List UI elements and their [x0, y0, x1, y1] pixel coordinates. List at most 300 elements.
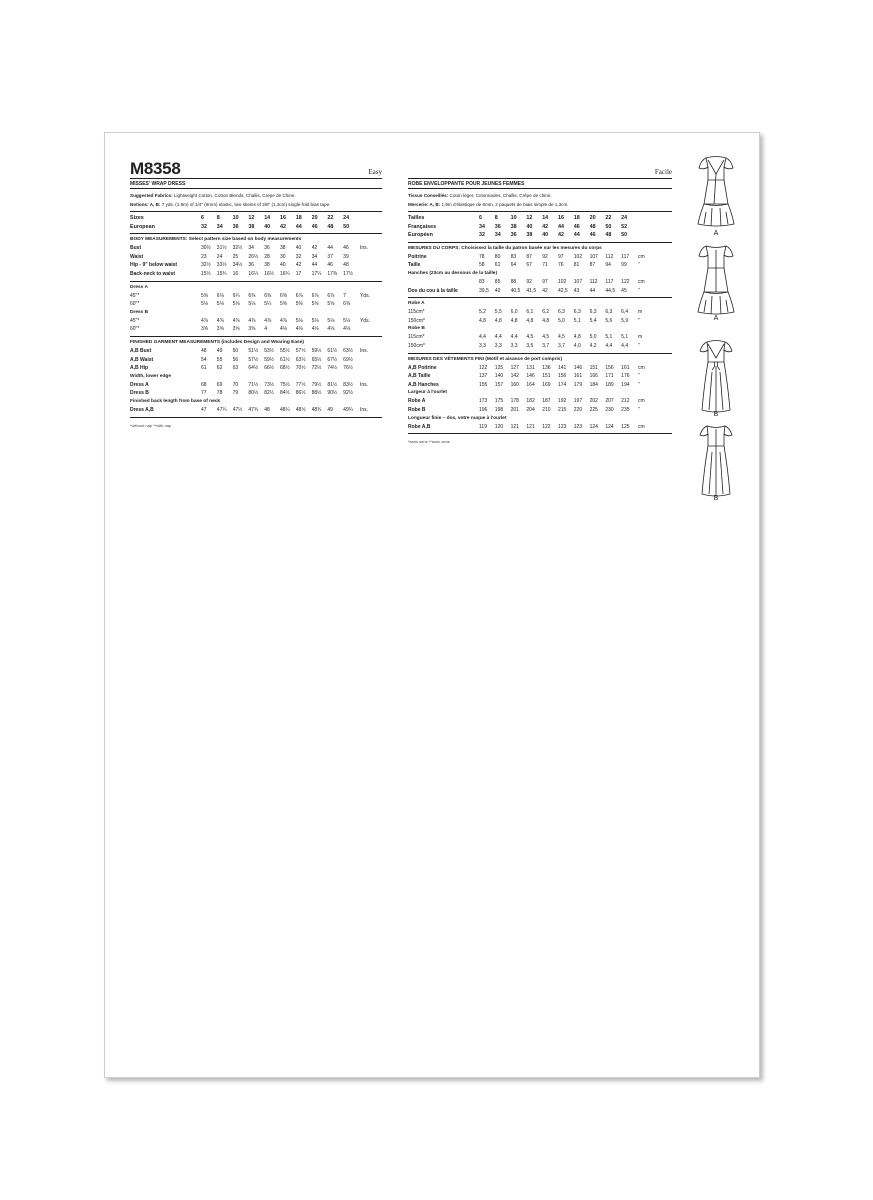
cell-value: 6⅜ — [248, 292, 256, 299]
cell-value: 164 — [526, 381, 535, 388]
cell-value: 196 — [479, 406, 488, 413]
cell-value: 42 — [542, 287, 548, 294]
cell-value: 3,3 — [494, 342, 502, 349]
row-label: 60"* — [130, 301, 140, 308]
cell-value: 47¾ — [248, 406, 259, 413]
cell-value: 4,0 — [573, 342, 581, 349]
cell-value: 15¾ — [216, 270, 227, 277]
cell-value: 20 — [589, 215, 596, 221]
cell-value: 77 — [201, 390, 207, 397]
cell-value: 5⅜ — [295, 301, 303, 308]
row-label: 45"* — [130, 317, 140, 324]
cell-value: 117 — [621, 253, 630, 260]
notions-text: 7 yds. (1.9m) of 1/4" (6mm) elastic, two skeins of 3/8" (1.3cm) single-fold bias tape. — [161, 202, 331, 207]
cell-value: 5,1 — [621, 334, 629, 341]
cell-value: 48¼ — [279, 406, 290, 413]
row-label: 60"* — [130, 326, 140, 333]
measurement-row — [408, 397, 672, 406]
size-table-fr — [408, 212, 672, 243]
cell-value: 42 — [311, 245, 318, 252]
cell-value: 230 — [605, 406, 614, 413]
french-column — [408, 160, 672, 444]
cell-value: 90½ — [327, 390, 338, 397]
cell-value: 46 — [311, 223, 318, 230]
cell-value: 36 — [510, 232, 517, 239]
measurement-row — [408, 364, 672, 373]
cell-value: 6⅞ — [311, 292, 319, 299]
row-label: 115cm* — [408, 334, 425, 341]
cell-value: 46 — [589, 232, 596, 239]
cell-value: 17 — [295, 270, 302, 277]
unit-label: cm — [637, 278, 645, 285]
cell-value: 5,5 — [494, 309, 502, 316]
cell-value: 42 — [279, 223, 286, 230]
cell-value: 171 — [605, 373, 614, 380]
cell-value: 32 — [479, 232, 485, 239]
cell-value: 87 — [526, 253, 532, 260]
body-measurements — [130, 234, 382, 281]
cell-value: 83 — [510, 253, 517, 260]
cell-value: 46 — [327, 262, 333, 269]
robe-b-rows — [408, 333, 672, 350]
width-rows — [130, 381, 382, 398]
cell-value: 178 — [510, 398, 519, 405]
measurement-row — [408, 342, 672, 351]
cell-value: 81 — [573, 262, 580, 269]
cell-value: 169 — [542, 381, 551, 388]
cell-value: 131 — [526, 364, 535, 371]
notions — [130, 200, 382, 209]
cell-value: 122 — [621, 278, 630, 285]
length-rows — [130, 406, 382, 415]
cell-value: 7 — [343, 292, 346, 299]
cell-value: 124 — [589, 423, 598, 430]
cell-value: 50 — [621, 232, 628, 239]
cell-value: 61½ — [327, 347, 338, 354]
cell-value: 146 — [526, 373, 535, 380]
row-label: Robe B — [408, 406, 426, 413]
cell-value: 112 — [589, 278, 598, 285]
cell-value: 6,4 — [621, 309, 629, 316]
body-measurements-heading-fr: MESURES DU CORPS: Choisissez la taille du patron basée sur les mesures du corps — [408, 245, 602, 251]
cell-value: 69½ — [343, 356, 353, 363]
cell-value: 6,3 — [557, 309, 565, 316]
cell-value: 4⅛ — [279, 326, 287, 333]
robe-b-heading: Robe B — [408, 326, 425, 332]
cell-value: 84½ — [279, 390, 290, 397]
cell-value: 70 — [232, 381, 239, 388]
notions-fr — [408, 200, 672, 209]
cell-value: 37 — [327, 253, 333, 260]
cell-value: 4,5 — [557, 334, 565, 341]
row-label: A,B Waist — [130, 356, 154, 363]
cell-value: 42,5 — [557, 287, 568, 294]
cell-value: 15½ — [201, 270, 211, 277]
european-sizes-row-fr — [408, 231, 672, 240]
cell-value: 63 — [232, 365, 239, 372]
cell-value: 47¼ — [216, 406, 227, 413]
row-label: Dress A,B — [130, 406, 154, 413]
cell-value: 5,9 — [621, 317, 629, 324]
cell-value: 5⅛ — [201, 301, 208, 308]
cell-value: 54 — [201, 356, 207, 363]
cell-value: 64½ — [248, 365, 259, 372]
fabrics-text-fr: Coton léger, Cotonnades, Challis, Crêpe de chine. — [449, 193, 552, 198]
fabrics-label-fr: Tissus Conseillés: — [408, 193, 449, 198]
dress-b-back-sketch — [692, 420, 740, 500]
row-label: Bust — [130, 245, 142, 252]
measurement-row — [408, 278, 672, 287]
cell-value: 107 — [589, 253, 598, 260]
unit-label: " — [637, 373, 640, 380]
cell-value: 151 — [542, 373, 551, 380]
cell-value: 119 — [479, 423, 487, 430]
cell-value: 40,5 — [510, 287, 521, 294]
measurement-row — [130, 389, 382, 398]
cell-value: 5⅝ — [327, 301, 335, 308]
finished-heading: FINISHED GARMENT MEASUREMENTS (includes Design and Wearing Ease) — [130, 339, 304, 345]
cell-value: 97 — [542, 278, 548, 285]
cell-value: 173 — [479, 398, 488, 405]
cell-value: 102 — [573, 253, 583, 260]
length-rows-fr — [408, 423, 672, 432]
cell-value: 17½ — [343, 270, 353, 277]
sizes-row — [130, 214, 382, 223]
cell-value: 86½ — [295, 390, 306, 397]
cell-value: 156 — [557, 373, 567, 380]
cell-value: 32 — [295, 253, 302, 260]
cell-value: 4⅞ — [248, 317, 256, 324]
measurement-row — [408, 253, 672, 262]
cell-value: 32½ — [201, 262, 211, 269]
french-sizes-row — [408, 223, 672, 232]
cell-value: 123 — [557, 423, 567, 430]
cell-value: 207 — [605, 398, 614, 405]
measurement-row — [408, 261, 672, 270]
cell-value: 48 — [589, 223, 596, 230]
row-label: A,B Poitrine — [408, 364, 437, 371]
cell-value: 16 — [557, 215, 564, 221]
cell-value: 48 — [327, 223, 334, 230]
cell-value: 4,4 — [621, 342, 629, 349]
cell-value: 79 — [232, 390, 239, 397]
english-column — [130, 160, 382, 428]
cell-value: 59½ — [264, 356, 274, 363]
cell-value: 5,0 — [589, 334, 597, 341]
measurement-row — [408, 287, 672, 296]
cell-value: 39,5 — [479, 287, 489, 294]
cell-value: 187 — [542, 398, 551, 405]
cell-value: 99 — [621, 262, 627, 269]
measurement-row — [408, 308, 672, 317]
unit-label: " — [637, 406, 640, 413]
cell-value: 30½ — [201, 245, 211, 252]
cell-value: 50 — [605, 223, 612, 230]
cell-value: 136 — [542, 364, 551, 371]
dress-a-back-sketch — [692, 240, 740, 320]
dress-a-heading: Dress A — [130, 284, 148, 290]
measurement-row — [130, 406, 382, 415]
cell-value: 38 — [264, 262, 270, 269]
body-measurements-fr — [408, 243, 672, 298]
cell-value: 62 — [216, 365, 223, 372]
cell-value: 5⅛ — [248, 301, 256, 308]
row-label: European — [130, 223, 155, 230]
cell-value: 141 — [557, 364, 567, 371]
cell-value: 43 — [573, 287, 580, 294]
finished-measurements — [130, 337, 382, 418]
cell-value: 88½ — [311, 390, 322, 397]
cell-value: 22 — [605, 215, 612, 221]
cell-value: 4,4 — [479, 334, 486, 341]
unit-label: cm — [637, 423, 645, 430]
cell-value: 16 — [232, 270, 239, 277]
cell-value: 3,5 — [526, 342, 534, 349]
cell-value: 47½ — [232, 406, 243, 413]
measurement-row — [130, 356, 382, 365]
cell-value: 4,5 — [526, 334, 534, 341]
cell-value: 137 — [479, 373, 488, 380]
cell-value: 76½ — [343, 365, 353, 372]
cell-value: 31½ — [216, 245, 227, 252]
cell-value: 125 — [494, 364, 504, 371]
cell-value: 26½ — [248, 253, 259, 260]
cell-value: 4⅛ — [295, 326, 303, 333]
cell-value: 155 — [479, 381, 488, 388]
cell-value: 44 — [311, 262, 318, 269]
unit-label: " — [637, 342, 640, 349]
cell-value: 4,5 — [542, 334, 550, 341]
cell-value: 6⅞ — [295, 292, 303, 299]
cell-value: 4,4 — [494, 334, 502, 341]
cell-value: 92½ — [343, 390, 353, 397]
unit-label: cm — [637, 253, 645, 260]
cell-value: 4,8 — [494, 317, 502, 324]
cell-value: 4⅞ — [216, 317, 224, 324]
cell-value: 42 — [557, 232, 564, 239]
cell-value: 25 — [232, 253, 239, 260]
cell-value: 5⅛ — [295, 317, 303, 324]
cell-value: 189 — [605, 381, 614, 388]
cell-value: 46 — [343, 245, 349, 252]
yardage — [130, 282, 382, 337]
cell-value: 17¼ — [311, 270, 322, 277]
cell-value: 66½ — [264, 365, 274, 372]
cell-value: 17⅜ — [327, 270, 338, 277]
cell-value: 28 — [264, 253, 270, 260]
garment-title: MISSES' WRAP DRESS — [130, 180, 382, 189]
cell-value: 18 — [295, 215, 302, 221]
cell-value: 225 — [589, 406, 598, 413]
cell-value: 142 — [510, 373, 519, 380]
cell-value: 20 — [311, 215, 318, 221]
cell-value: 85 — [494, 278, 501, 285]
cell-value: 6⅜ — [264, 292, 272, 299]
cell-value: 48 — [201, 347, 207, 354]
cell-value: 78 — [216, 390, 223, 397]
cell-value: 75½ — [279, 381, 290, 388]
suggested-fabrics — [130, 191, 382, 200]
cell-value: 3,3 — [479, 342, 486, 349]
cell-value: 49¼ — [343, 406, 353, 413]
unit-label: cm — [637, 398, 645, 405]
cell-value: 112 — [605, 253, 614, 260]
cell-value: 61½ — [279, 356, 290, 363]
unit-label: " — [637, 287, 640, 294]
unit-label: Ins. — [359, 245, 369, 252]
dress-a-rows — [130, 292, 382, 309]
cell-value: 5,2 — [479, 309, 486, 316]
cell-value: 94 — [605, 262, 611, 269]
cell-value: 34 — [494, 232, 501, 239]
cell-value: 3⅝ — [216, 326, 224, 333]
cell-value: 57½ — [248, 356, 259, 363]
cell-value: 44 — [573, 232, 580, 239]
measurement-row — [130, 292, 382, 301]
cell-value: 5⅛ — [311, 317, 319, 324]
measurement-row — [130, 253, 382, 262]
european-sizes-row — [130, 223, 382, 232]
cell-value: 48½ — [295, 406, 306, 413]
cell-value: 182 — [526, 398, 535, 405]
row-label: Waist — [130, 253, 144, 260]
cell-value: 4⅞ — [279, 317, 287, 324]
unit-label: Ins. — [359, 381, 369, 388]
robe-a-heading: Robe A — [408, 301, 425, 307]
cell-value: 146 — [573, 364, 583, 371]
fabrics-text: Lightweight Cotton, Cotton Blends, Challis, Crepe de Chine. — [173, 193, 296, 198]
width-heading: Width, lower edge — [130, 373, 171, 379]
dress-b-heading: Dress B — [130, 309, 149, 315]
row-label: Hip - 9" below waist — [130, 262, 178, 269]
cell-value: 67 — [526, 262, 532, 269]
cell-value: 6⅛ — [216, 292, 224, 299]
notions-label: Notions: A, B: — [130, 202, 161, 207]
cell-value: 59½ — [311, 347, 322, 354]
row-label: 115cm* — [408, 309, 425, 316]
cell-value: 16½ — [264, 270, 274, 277]
cell-value: 52 — [621, 223, 628, 230]
cell-value: 34 — [216, 223, 223, 230]
row-label: A,B Bust — [130, 347, 152, 354]
size-table — [130, 212, 382, 234]
cell-value: 192 — [557, 398, 567, 405]
cell-value: 80½ — [248, 390, 259, 397]
cell-value: 74½ — [327, 365, 338, 372]
unit-label: cm — [637, 364, 645, 371]
cell-value: 6,3 — [589, 309, 597, 316]
hip-rows-fr — [408, 278, 672, 295]
cell-value: 49 — [327, 406, 333, 413]
cell-value: 5,1 — [605, 334, 613, 341]
body-measurement-rows-fr — [408, 253, 672, 270]
cell-value: 68½ — [279, 365, 290, 372]
cell-value: 4,8 — [526, 317, 534, 324]
cell-value: 8 — [216, 215, 220, 221]
cell-value: 63½ — [295, 356, 306, 363]
cell-value: 220 — [573, 406, 583, 413]
row-label: A,B Hanches — [408, 381, 439, 388]
cell-value: 4,4 — [510, 334, 518, 341]
measurement-row — [130, 270, 382, 279]
cell-value: 33½ — [216, 262, 227, 269]
robe-a-rows — [408, 308, 672, 325]
dress-b-rows — [130, 317, 382, 334]
cell-value: 61 — [494, 262, 501, 269]
cell-value: 179 — [573, 381, 583, 388]
cell-value: 201 — [510, 406, 519, 413]
cell-value: 3,7 — [557, 342, 565, 349]
cell-value: 40 — [494, 287, 501, 294]
cell-value: 3⅝ — [201, 326, 208, 333]
cell-value: 6⅜ — [279, 292, 287, 299]
cell-value: 32½ — [232, 245, 243, 252]
cell-value: 6,1 — [526, 309, 534, 316]
cell-value: 6,3 — [573, 309, 581, 316]
cell-value: 10 — [510, 215, 517, 221]
cell-value: 5⅛ — [216, 301, 224, 308]
cell-value: 36 — [494, 223, 501, 230]
finished-rows — [130, 347, 382, 373]
row-label: Dress A — [130, 381, 149, 388]
cell-value: 4 — [264, 326, 267, 333]
cell-value: 81½ — [327, 381, 338, 388]
cell-value: 40 — [279, 262, 286, 269]
cell-value: 4⅛ — [327, 326, 335, 333]
cell-value: 3,3 — [510, 342, 518, 349]
cell-value: 40 — [295, 245, 302, 252]
cell-value: 48 — [343, 262, 349, 269]
cell-value: 12 — [248, 215, 255, 221]
measurement-row — [130, 300, 382, 309]
cell-value: 5⅜ — [279, 301, 287, 308]
hip-heading-fr: Hanches (23cm au dessous de la taille) — [408, 270, 498, 276]
row-label: Françaises — [408, 223, 437, 230]
cell-value: 82½ — [264, 390, 274, 397]
cell-value: 38 — [510, 223, 517, 230]
cell-value: 34½ — [232, 262, 243, 269]
view-sketches — [692, 152, 740, 512]
cell-value: 40 — [264, 223, 271, 230]
cell-value: 47 — [201, 406, 207, 413]
view-label-a: A — [713, 230, 719, 237]
cell-value: 210 — [542, 406, 551, 413]
cell-value: 194 — [621, 381, 630, 388]
row-label: Taille — [408, 262, 421, 269]
garment-title-fr: ROBE ENVELOPPANTE POUR JEUNES FEMMES — [408, 180, 672, 189]
row-label: Poitrine — [408, 253, 427, 260]
french-header — [408, 160, 672, 179]
row-label: 150cm* — [408, 342, 425, 349]
cell-value: 50 — [232, 347, 239, 354]
measurement-row — [408, 372, 672, 381]
row-label: Sizes — [130, 215, 144, 221]
cell-value: 41,5 — [526, 287, 537, 294]
cell-value: 87 — [589, 262, 596, 269]
cell-value: 166 — [589, 373, 598, 380]
cell-value: 5,1 — [573, 317, 581, 324]
cell-value: 67½ — [327, 356, 338, 363]
dress-b-front-sketch — [692, 336, 740, 416]
cell-value: 80 — [494, 253, 501, 260]
cell-value: 49 — [216, 347, 223, 354]
measurement-row — [130, 317, 382, 326]
length-heading-fr: Longueur finie – dos, votre nuque à l'ourlet — [408, 415, 507, 421]
cell-value: 5¼ — [264, 301, 272, 308]
cell-value: 6 — [479, 215, 482, 221]
cell-value: 73½ — [264, 381, 274, 388]
fabrics-label: Suggested Fabrics: — [130, 193, 173, 198]
